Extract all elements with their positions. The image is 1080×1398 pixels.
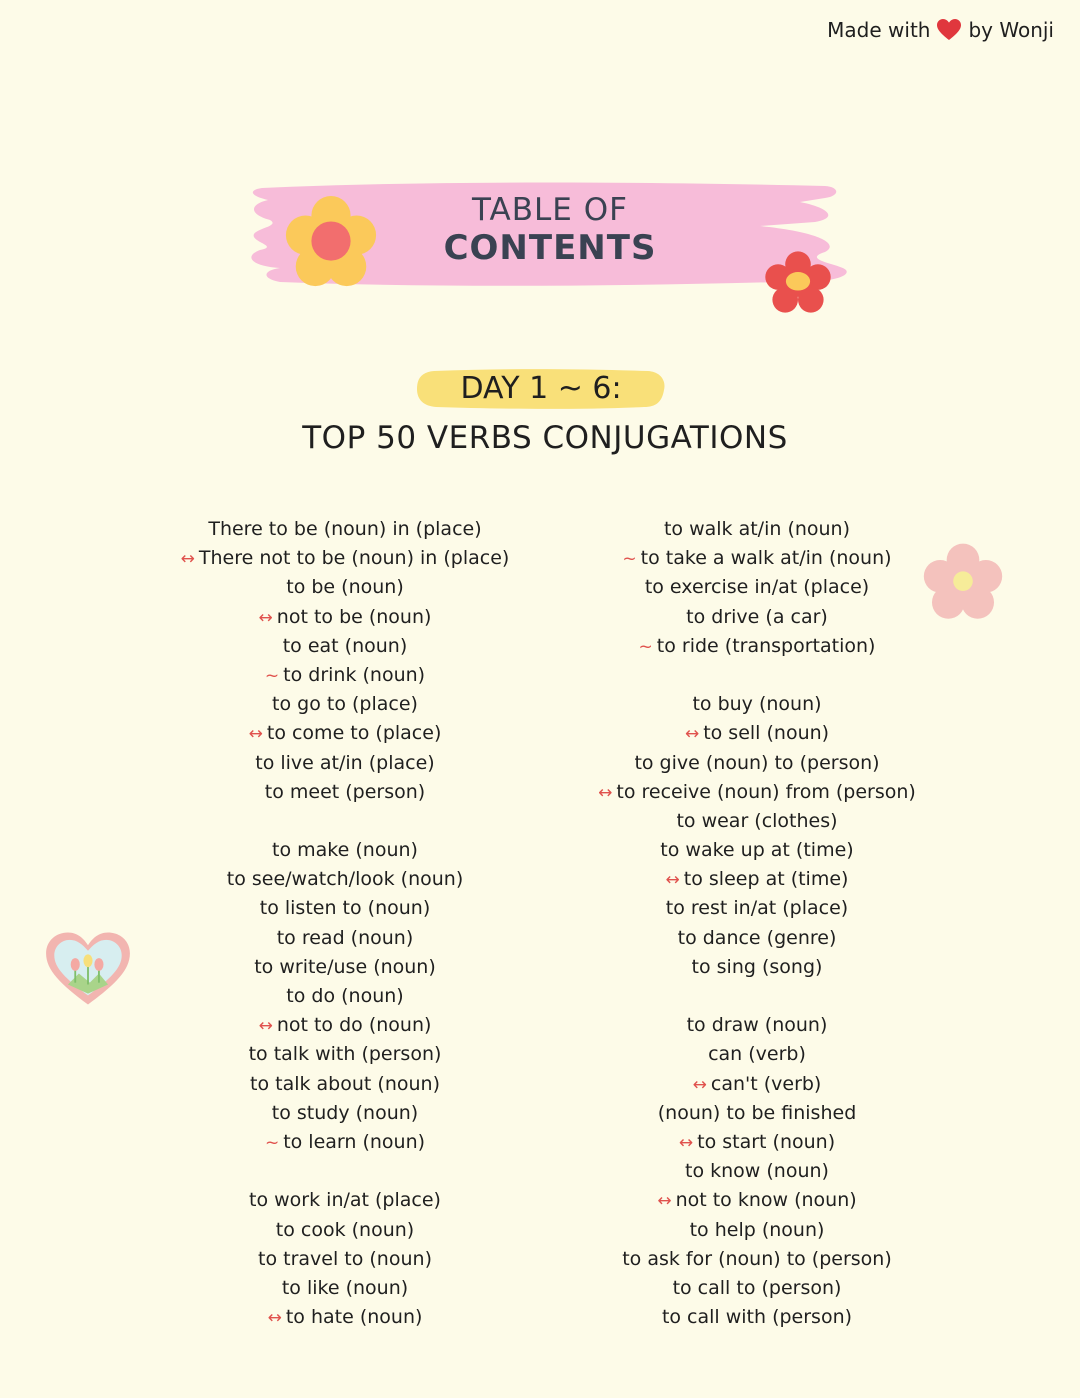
verb-text: There to be (noun) in (place) — [208, 518, 482, 540]
verb-text: to travel to (noun) — [258, 1247, 432, 1270]
left-verb-item — [115, 1216, 575, 1245]
left-verb-item — [115, 1303, 575, 1332]
right-verb-item — [527, 632, 987, 661]
verb-text: to sell (noun) — [703, 722, 830, 745]
left-verb-item — [115, 544, 575, 573]
credit-prefix: Made with — [827, 18, 931, 42]
right-verb-item — [527, 1128, 987, 1157]
verb-text: to take a walk at/in (noun) — [640, 547, 892, 570]
verb-text: to call to (person) — [672, 1276, 842, 1299]
verb-text: to start (noun) — [697, 1130, 836, 1153]
heart-icon — [936, 18, 962, 42]
verb-text: to talk with (person) — [248, 1043, 442, 1066]
opposite-arrow-icon: ↔ — [258, 607, 273, 628]
verbs-right-column — [527, 515, 987, 1332]
verb-text: There not to be (noun) in (place) — [198, 547, 510, 570]
right-verb-item — [527, 544, 987, 573]
verb-text: to read (noun) — [276, 926, 414, 949]
opposite-arrow-icon: ↔ — [598, 782, 613, 803]
heart-tulips-icon — [42, 928, 134, 1010]
verb-text: to go to (place) — [272, 693, 418, 716]
right-verb-item — [527, 1186, 987, 1215]
verb-text: to do (noun) — [286, 985, 404, 1007]
left-verb-item — [115, 749, 575, 778]
left-verb-item — [115, 690, 575, 719]
right-verb-item — [527, 749, 987, 778]
group-spacer — [527, 982, 987, 1011]
verb-text: to ask for (noun) to (person) — [622, 1247, 892, 1270]
group-spacer — [115, 1157, 575, 1186]
verb-text: to hate (noun) — [285, 1306, 423, 1329]
left-verb-item — [115, 1274, 575, 1303]
verb-text: not to know (noun) — [675, 1189, 857, 1212]
right-verb-item — [527, 573, 987, 602]
opposite-arrow-icon: ↔ — [258, 1016, 273, 1037]
left-verb-item — [115, 982, 575, 1011]
verb-text: to meet (person) — [264, 780, 426, 803]
verb-text: to work in/at (place) — [249, 1189, 441, 1212]
right-verb-item — [527, 1216, 987, 1245]
left-verb-item — [115, 719, 575, 748]
right-verb-item — [527, 515, 987, 544]
toc-title-line2: CONTENTS — [443, 228, 657, 268]
left-verb-item — [115, 1040, 575, 1069]
verb-text: not to be (noun) — [276, 605, 432, 628]
pink-flower-icon — [922, 542, 1004, 622]
right-verb-item — [527, 1274, 987, 1303]
section-subtitle: TOP 50 VERBS CONJUGATIONS — [302, 420, 788, 456]
right-verb-item — [527, 1040, 987, 1069]
left-verb-item — [115, 865, 575, 894]
right-verb-item — [527, 1303, 987, 1332]
right-verb-item — [527, 953, 987, 982]
left-verb-item — [115, 953, 575, 982]
left-verb-item — [115, 924, 575, 953]
credit-line — [827, 18, 1054, 42]
left-verb-item — [115, 1245, 575, 1274]
group-spacer — [527, 661, 987, 690]
verb-text: to cook (noun) — [275, 1218, 415, 1241]
verb-text: to know (noun) — [685, 1160, 829, 1183]
verb-text: to call with (person) — [661, 1306, 853, 1329]
verb-text: to walk at/in (noun) — [663, 518, 851, 540]
verb-text: to like (noun) — [281, 1276, 409, 1299]
right-verb-item — [527, 1245, 987, 1274]
verb-text: can (verb) — [708, 1043, 806, 1066]
verb-text: to wear (clothes) — [676, 809, 838, 832]
left-verb-item — [115, 778, 575, 807]
right-verb-item — [527, 690, 987, 719]
left-verb-item — [115, 603, 575, 632]
left-verb-item — [115, 1186, 575, 1215]
right-verb-item — [527, 603, 987, 632]
similar-tilde-icon: ~ — [622, 549, 637, 570]
opposite-arrow-icon: ↔ — [267, 1308, 282, 1329]
verb-text: to be (noun) — [286, 576, 404, 599]
left-verb-item — [115, 573, 575, 602]
verb-text: to wake up at (time) — [660, 839, 854, 862]
group-spacer — [115, 807, 575, 836]
left-verb-item — [115, 836, 575, 865]
right-verb-item — [527, 836, 987, 865]
verb-text: to dance (genre) — [677, 926, 837, 949]
right-verb-item — [527, 1099, 987, 1128]
left-verb-item — [115, 1099, 575, 1128]
verb-text: to exercise in/at (place) — [644, 576, 870, 599]
left-verb-item — [115, 515, 575, 544]
opposite-arrow-icon: ↔ — [248, 724, 263, 745]
toc-title — [0, 192, 1080, 268]
opposite-arrow-icon: ↔ — [180, 549, 195, 570]
verb-text: to drive (a car) — [686, 605, 828, 628]
opposite-arrow-icon: ↔ — [678, 1132, 694, 1153]
right-verb-item — [527, 1011, 987, 1040]
right-verb-item — [527, 807, 987, 836]
similar-tilde-icon: ~ — [264, 665, 280, 686]
verb-text: to talk about (noun) — [250, 1072, 440, 1095]
left-verb-item — [115, 1128, 575, 1157]
similar-tilde-icon: ~ — [638, 636, 653, 657]
verb-text: to rest in/at (place) — [665, 897, 849, 920]
verb-text: to come to (place) — [266, 722, 442, 745]
right-verb-item — [527, 1070, 987, 1099]
verb-text: to buy (noun) — [692, 693, 822, 716]
verb-text: to see/watch/look (noun) — [226, 868, 464, 891]
verb-text: to eat (noun) — [282, 634, 408, 657]
verb-text: to receive (noun) from (person) — [616, 780, 916, 803]
right-verb-item — [527, 865, 987, 894]
toc-title-line1: TABLE OF — [472, 192, 628, 228]
left-verb-item — [115, 1070, 575, 1099]
right-verb-item — [527, 924, 987, 953]
verb-text: to learn (noun) — [283, 1130, 426, 1153]
left-verb-item — [115, 1011, 575, 1040]
verb-text: (noun) to be finished — [657, 1101, 857, 1124]
opposite-arrow-icon: ↔ — [684, 724, 700, 745]
right-verb-item — [527, 719, 987, 748]
verb-text: to draw (noun) — [686, 1014, 828, 1037]
verb-text: to give (noun) to (person) — [634, 751, 880, 774]
right-verb-item — [527, 1157, 987, 1186]
left-verb-item — [115, 661, 575, 690]
left-verb-item — [115, 632, 575, 661]
day-range-label: DAY 1 ~ 6: — [460, 371, 622, 406]
opposite-arrow-icon: ↔ — [665, 870, 680, 891]
verb-text: not to do (noun) — [276, 1014, 432, 1037]
verb-text: to sing (song) — [691, 955, 823, 978]
left-verb-item — [115, 894, 575, 923]
verb-text: to listen to (noun) — [259, 897, 431, 920]
verbs-left-column — [115, 515, 575, 1332]
verb-text: to drink (noun) — [283, 663, 426, 686]
verb-text: to study (noun) — [271, 1101, 419, 1124]
verb-text: to write/use (noun) — [254, 955, 436, 978]
credit-suffix: by Wonji — [968, 18, 1054, 42]
right-verb-item — [527, 894, 987, 923]
opposite-arrow-icon: ↔ — [657, 1191, 672, 1212]
verb-text: to help (noun) — [689, 1218, 825, 1241]
verb-text: to ride (transportation) — [656, 634, 876, 657]
right-verb-item — [527, 778, 987, 807]
verb-text: can't (verb) — [710, 1072, 822, 1095]
verb-text: to live at/in (place) — [255, 751, 435, 774]
verb-text: to sleep at (time) — [683, 868, 849, 891]
verb-text: to make (noun) — [272, 839, 418, 862]
similar-tilde-icon: ~ — [264, 1132, 280, 1153]
opposite-arrow-icon: ↔ — [692, 1074, 707, 1095]
